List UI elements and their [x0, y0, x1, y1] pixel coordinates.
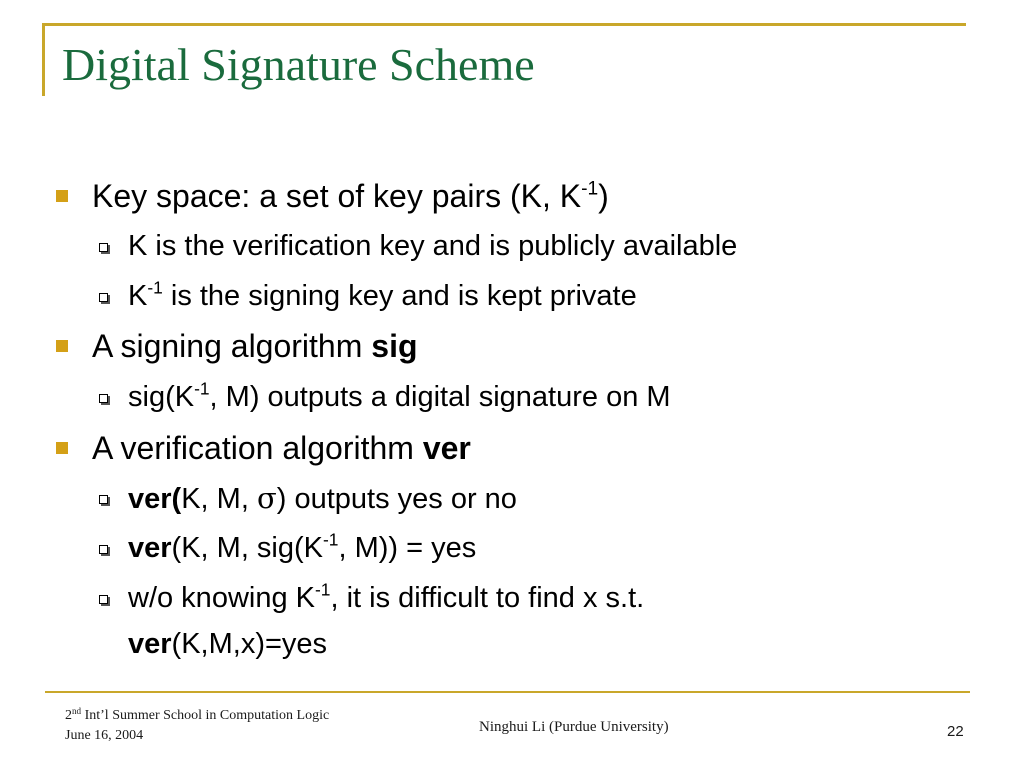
checkbox-bullet-icon — [99, 545, 108, 554]
sub-bullet-ver-equals-yes: ver(K, M, $sig(K^{-1}$, M)) = yes — [128, 529, 477, 564]
footer-rule — [45, 691, 970, 693]
checkbox-bullet-icon — [99, 293, 108, 302]
footer-date: June 16, 2004 — [65, 728, 144, 743]
slide-title: Digital Signature Scheme — [62, 39, 535, 90]
sub-bullet-difficulty: w/o knowing $K^{-1}$, it is difficult to find x s.t. — [128, 579, 645, 614]
sub-bullet-verification-key: K is the verification key and is publicly available — [128, 230, 738, 262]
checkbox-bullet-icon — [99, 595, 108, 604]
bullet-verification-algorithm: A verification algorithm ver — [92, 430, 471, 466]
sub-bullet-signing-key: $K^{-1}$ is the signing key and is kept private — [128, 277, 637, 312]
square-bullet-icon — [56, 190, 68, 202]
checkbox-bullet-icon — [99, 394, 108, 403]
checkbox-bullet-icon — [99, 243, 108, 252]
square-bullet-icon — [56, 442, 68, 454]
footer-event-name: 2nd Int’l Summer School in Computation Logic — [65, 706, 330, 723]
checkbox-bullet-icon — [99, 495, 108, 504]
square-bullet-icon — [56, 340, 68, 352]
bullet-signing-algorithm: A signing algorithm sig — [92, 328, 418, 364]
footer-event-info — [65, 706, 329, 746]
sub-bullet-difficulty-continued: ver(K,M,x)=yes — [128, 628, 328, 660]
footer-author: Ninghui Li (Purdue University) — [479, 719, 669, 735]
sub-bullet-ver-output: ver(K, M, σ) outputs yes or no — [128, 481, 517, 515]
bullet-key-space: Key space: a set of key pairs (K, $K^{-1}$) — [92, 178, 609, 214]
page-number: 22 — [947, 723, 964, 740]
sub-bullet-sig-output: $sig(K^{-1}$, M) outputs a digital signature on M — [128, 378, 671, 413]
